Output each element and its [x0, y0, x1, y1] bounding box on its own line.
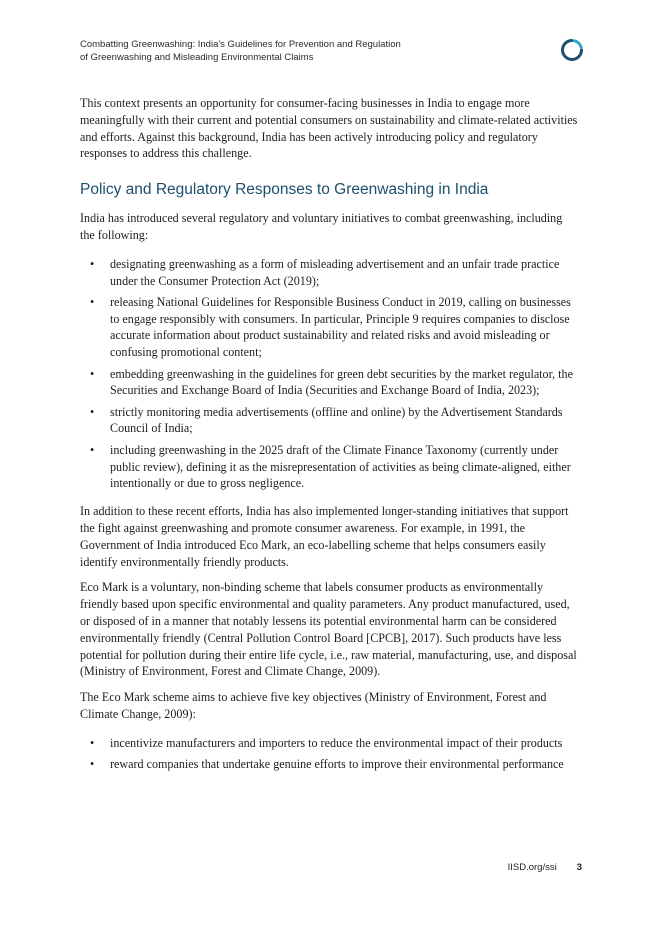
list-item-text: designating greenwashing as a form of misleading advertisement and an unfair trade practice under the Consumer Protection Act (2019);	[110, 256, 560, 288]
page-content	[80, 95, 580, 784]
header-line-1: Combatting Greenwashing: India's Guidelines for Prevention and Regulation	[80, 39, 401, 50]
running-header	[80, 38, 500, 64]
list-item-text: reward companies that undertake genuine efforts to improve their environmental performance	[110, 757, 564, 771]
list-item	[80, 735, 580, 752]
list-item	[80, 442, 580, 492]
objectives-intro-paragraph: The Eco Mark scheme aims to achieve five key objectives (Ministry of Environment, Forest and Climate Change, 2009):	[80, 690, 547, 721]
list-item-text: strictly monitoring media advertisements (offline and online) by the Advertisement Standards Council of India;	[110, 404, 563, 436]
list-item	[80, 366, 580, 400]
bullet: •	[90, 294, 95, 309]
section-heading: Policy and Regulatory Responses to Greenwashing in India	[80, 181, 489, 199]
header-line-2: of Greenwashing and Misleading Environmental Claims	[80, 52, 314, 63]
bullet: •	[90, 256, 95, 271]
list-item-text: incentivize manufacturers and importers to reduce the environmental impact of their products	[110, 735, 563, 750]
page-number: 3	[576, 862, 582, 873]
list-item-text: including greenwashing in the 2025 draft of the Climate Finance Taxonomy (currently under public review), defining it as the misrepresentation of activities as being climate-aligned, either intentionally or due to gross negligence.	[110, 442, 571, 491]
iisd-ring-logo-icon	[560, 38, 584, 62]
intro-paragraph: This context presents an opportunity for consumer-facing businesses in India to engage more meaningfully with their current and potential consumers on sustainability and climate-related activities and efforts. Against this background, India has been actively introducing policy and regulatory responses to address this challenge.	[80, 96, 578, 161]
list-item	[80, 294, 580, 361]
bullet: •	[90, 366, 95, 381]
bullet: •	[90, 735, 95, 750]
eco-mark-description-paragraph: Eco Mark is a voluntary, non-binding scheme that labels consumer products as environmentally friendly based upon specific environmental and quality parameters. Any product manufactured, used, or disposed of in a manner that notably lessens its potential environmental harm can be considered environmentally friendly (Central Pollution Control Board [CPCB], 2017). Such products have less potential for pollution during their entire life cycle, i.e., raw material, manufacturing, use, and disposal (Ministry of Environment, Forest and Climate Change, 2009).	[80, 580, 577, 679]
list-item-text: embedding greenwashing in the guidelines for green debt securities by the market regulator, the Securities and Exchange Board of India (Securities and Exchange Board of India, 2023);	[110, 366, 573, 398]
page-footer	[508, 862, 582, 873]
initiatives-list	[80, 256, 580, 492]
bullet: •	[90, 442, 95, 457]
objectives-list	[80, 735, 580, 773]
eco-mark-intro-paragraph: In addition to these recent efforts, India has also implemented longer-standing initiatives that support the fight against greenwashing and promote consumer awareness. For example, in 1991, the Government of India introduced Eco Mark, an eco-labelling scheme that helps consumers easily identify environmentally friendly products.	[80, 504, 569, 569]
bullet: •	[90, 757, 95, 771]
list-intro-paragraph: India has introduced several regulatory and voluntary initiatives to combat greenwashing, including the following:	[80, 211, 563, 242]
list-item	[80, 404, 580, 438]
list-item	[80, 256, 580, 290]
list-item	[80, 756, 580, 773]
bullet: •	[90, 404, 95, 419]
list-item-text: releasing National Guidelines for Responsible Business Conduct in 2019, calling on businesses to engage responsibly with consumers. In particular, Principle 9 requires companies to disclose accurate information about product sustainability and related risks and avoid misleading or confusing promotional content;	[110, 294, 571, 360]
footer-site-link[interactable]: IISD.org/ssi	[507, 862, 557, 873]
